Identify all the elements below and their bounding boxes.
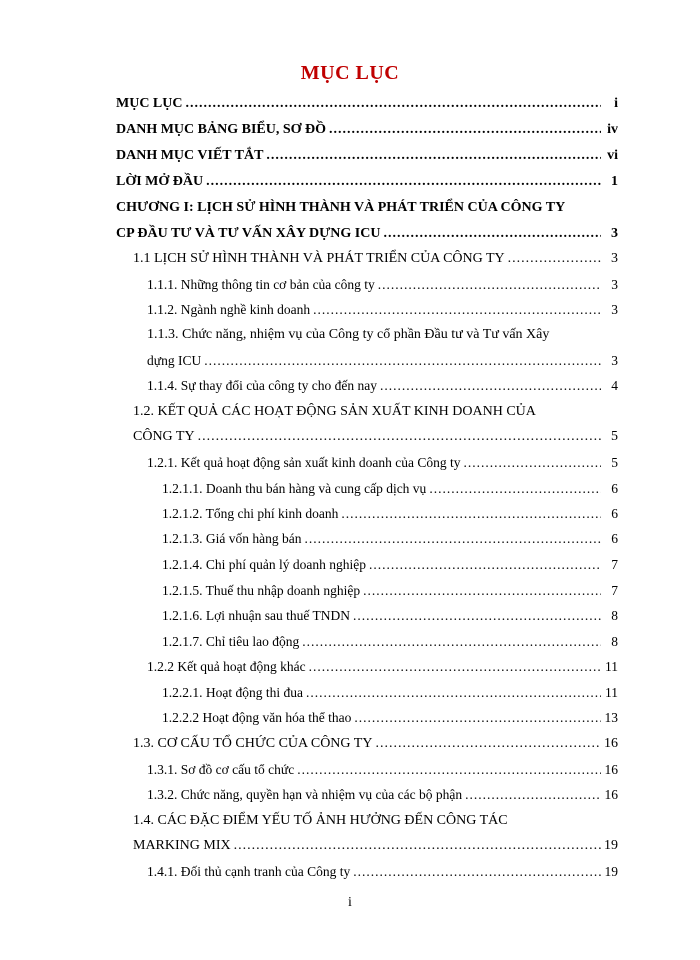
toc-entry[interactable] — [133, 736, 618, 752]
toc-entry-page: 11 — [605, 659, 618, 674]
leader-dots — [465, 787, 601, 803]
toc-entry-label: 1.2.2.1. Hoạt động thi đua — [162, 685, 303, 700]
toc-entry[interactable] — [116, 148, 618, 164]
page-number: i — [348, 895, 352, 910]
toc-entry-page: 8 — [611, 608, 618, 623]
toc-entry[interactable] — [162, 583, 618, 599]
leader-dots — [383, 226, 601, 242]
toc-entry-label-line1: CHƯƠNG I: LỊCH SỬ HÌNH THÀNH VÀ PHÁT TRIỂN CỦA CÔNG TY — [116, 200, 566, 215]
toc-entry[interactable] — [133, 838, 618, 854]
toc-entry-page: 7 — [611, 557, 618, 572]
toc-entry-page: 4 — [611, 378, 618, 393]
toc-entry[interactable] — [147, 353, 618, 369]
toc-entry-page: 3 — [611, 353, 618, 368]
leader-dots — [309, 659, 601, 675]
leader-dots — [378, 277, 601, 293]
toc-entry-label: 1.3.2. Chức năng, quyền hạn và nhiệm vụ của các bộ phận — [147, 787, 463, 802]
toc-entry-label: 1.2.1.4. Chi phí quản lý doanh nghiệp — [162, 557, 366, 572]
toc-entry-label-line1: 1.1.3. Chức năng, nhiệm vụ của Công ty cổ phần Đầu tư và Tư vấn Xây — [147, 327, 550, 342]
toc-entry[interactable] — [116, 96, 618, 112]
leader-dots — [266, 148, 601, 164]
leader-dots — [302, 634, 601, 650]
leader-dots — [354, 710, 601, 726]
leader-dots — [198, 429, 601, 445]
toc-entry-page: 19 — [604, 838, 618, 853]
leader-dots — [304, 531, 601, 547]
toc-entry-line1[interactable] — [147, 327, 618, 343]
toc-entry-line1[interactable] — [133, 813, 618, 829]
toc-entry-page: 3 — [611, 302, 618, 317]
toc-entry-label: DANH MỤC VIẾT TẮT — [116, 148, 264, 163]
leader-dots — [380, 378, 601, 394]
toc-entry[interactable] — [147, 864, 618, 880]
toc-entry-label: 1.1.2. Ngành nghề kinh doanh — [147, 302, 311, 317]
toc-entry-page: 16 — [604, 787, 618, 802]
toc-entry-label: 1.3. CƠ CẤU TỔ CHỨC CỦA CÔNG TY — [133, 736, 373, 751]
toc-entry[interactable] — [162, 557, 618, 573]
toc-entry-label: 1.2.1.2. Tổng chi phí kinh doanh — [162, 506, 339, 521]
toc-entry-page: 8 — [611, 634, 618, 649]
toc-entry-label: 1.2.1.1. Doanh thu bán hàng và cung cấp dịch vụ — [162, 481, 427, 496]
toc-entry-label: MARKING MIX — [133, 838, 231, 853]
toc-entry-label: DANH MỤC BẢNG BIỂU, SƠ ĐỒ — [116, 122, 327, 137]
toc-entry-label: 1.4.1. Đối thủ cạnh tranh của Công ty — [147, 864, 351, 879]
leader-dots — [429, 481, 601, 497]
toc-entry[interactable] — [133, 429, 618, 445]
toc-entry-page: 1 — [611, 174, 618, 189]
toc-entry-page: 13 — [604, 710, 618, 725]
leader-dots — [341, 506, 601, 522]
toc-entry-label: 1.2.1.3. Giá vốn hàng bán — [162, 531, 302, 546]
toc-entry-page: 6 — [611, 506, 618, 521]
toc-entry-line1[interactable] — [133, 404, 618, 420]
leader-dots — [353, 608, 601, 624]
toc-entry[interactable] — [162, 481, 618, 497]
toc-entry-page: 16 — [604, 736, 618, 751]
toc-entry-label: LỜI MỞ ĐẦU — [116, 174, 204, 189]
toc-entry-label: 1.2.1.7. Chỉ tiêu lao động — [162, 634, 300, 649]
leader-dots — [375, 736, 601, 752]
toc-entry[interactable] — [147, 787, 618, 803]
toc-entry-page: iv — [607, 122, 618, 137]
toc-entry-page: vi — [607, 148, 618, 163]
toc-entry-page: 3 — [611, 277, 618, 292]
toc-entry-page: 3 — [611, 226, 618, 241]
toc-entry[interactable] — [147, 659, 618, 675]
leader-dots — [204, 353, 601, 369]
leader-dots — [297, 762, 601, 778]
toc-entry-page: 11 — [605, 685, 618, 700]
toc-entry-label: 1.1.1. Những thông tin cơ bản của công ty — [147, 277, 375, 292]
toc-entry[interactable] — [147, 455, 618, 471]
toc-entry[interactable] — [133, 251, 618, 267]
toc-entry[interactable] — [162, 608, 618, 624]
leader-dots — [363, 583, 601, 599]
leader-dots — [206, 174, 601, 190]
toc-entry-page: i — [614, 96, 618, 111]
toc-entry-label: 1.1 LỊCH SỬ HÌNH THÀNH VÀ PHÁT TRIỂN CỦA CÔNG TY — [133, 251, 505, 266]
toc-entry-label: 1.1.4. Sự thay đổi của công ty cho đến nay — [147, 378, 378, 393]
toc-entry[interactable] — [116, 226, 618, 242]
toc-entry-label: CÔNG TY — [133, 429, 195, 444]
toc-entry-page: 6 — [611, 481, 618, 496]
toc-entry-page: 5 — [611, 429, 618, 444]
toc-entry[interactable] — [162, 531, 618, 547]
toc-entry-label-line1: 1.2. KẾT QUẢ CÁC HOẠT ĐỘNG SẢN XUẤT KINH DOANH CỦA — [133, 404, 536, 419]
toc-entry[interactable] — [116, 122, 618, 138]
toc-entry[interactable] — [162, 685, 618, 701]
toc-entry[interactable] — [147, 762, 618, 778]
toc-entry[interactable] — [162, 710, 618, 726]
leader-dots — [369, 557, 601, 573]
toc-entry-page: 6 — [611, 531, 618, 546]
toc-entry-label: dựng ICU — [147, 353, 202, 368]
toc-entry[interactable] — [147, 302, 618, 318]
toc-entry-page: 7 — [611, 583, 618, 598]
toc-entry-label: 1.2.1.6. Lợi nhuận sau thuế TNDN — [162, 608, 350, 623]
leader-dots — [234, 838, 601, 854]
toc-entry-label: 1.3.1. Sơ đồ cơ cấu tổ chức — [147, 762, 295, 777]
toc-entry-page: 3 — [611, 251, 618, 266]
toc-entry-label: 1.2.2.2 Hoạt động văn hóa thể thao — [162, 710, 352, 725]
toc-entry-label: 1.2.1. Kết quả hoạt động sản xuất kinh doanh của Công ty — [147, 455, 461, 470]
toc-entry-label: MỤC LỤC — [116, 96, 183, 111]
toc-entry-page: 5 — [611, 455, 618, 470]
toc-entry-label-line1: 1.4. CÁC ĐẶC ĐIỂM YẾU TỐ ẢNH HƯỞNG ĐẾN CÔNG TÁC — [133, 813, 508, 828]
toc-entry[interactable] — [147, 277, 618, 293]
toc-entry-page: 16 — [604, 762, 618, 777]
toc-entry-line1[interactable] — [116, 200, 618, 216]
page-title: MỤC LỤC — [300, 62, 400, 84]
leader-dots — [186, 96, 602, 112]
toc-entry-label: 1.2.2 Kết quả hoạt động khác — [147, 659, 306, 674]
leader-dots — [306, 685, 601, 701]
leader-dots — [353, 864, 601, 880]
leader-dots — [508, 251, 601, 267]
leader-dots — [329, 122, 601, 138]
toc-entry-label: CP ĐẦU TƯ VÀ TƯ VẤN XÂY DỰNG ICU — [116, 226, 381, 241]
toc-entry[interactable] — [162, 506, 618, 522]
toc-entry[interactable] — [162, 634, 618, 650]
toc-entry[interactable] — [147, 378, 618, 394]
toc-entry-page: 19 — [604, 864, 618, 879]
leader-dots — [463, 455, 601, 471]
toc-entry[interactable] — [116, 174, 618, 190]
leader-dots — [313, 302, 601, 318]
toc-entry-label: 1.2.1.5. Thuế thu nhập doanh nghiệp — [162, 583, 361, 598]
